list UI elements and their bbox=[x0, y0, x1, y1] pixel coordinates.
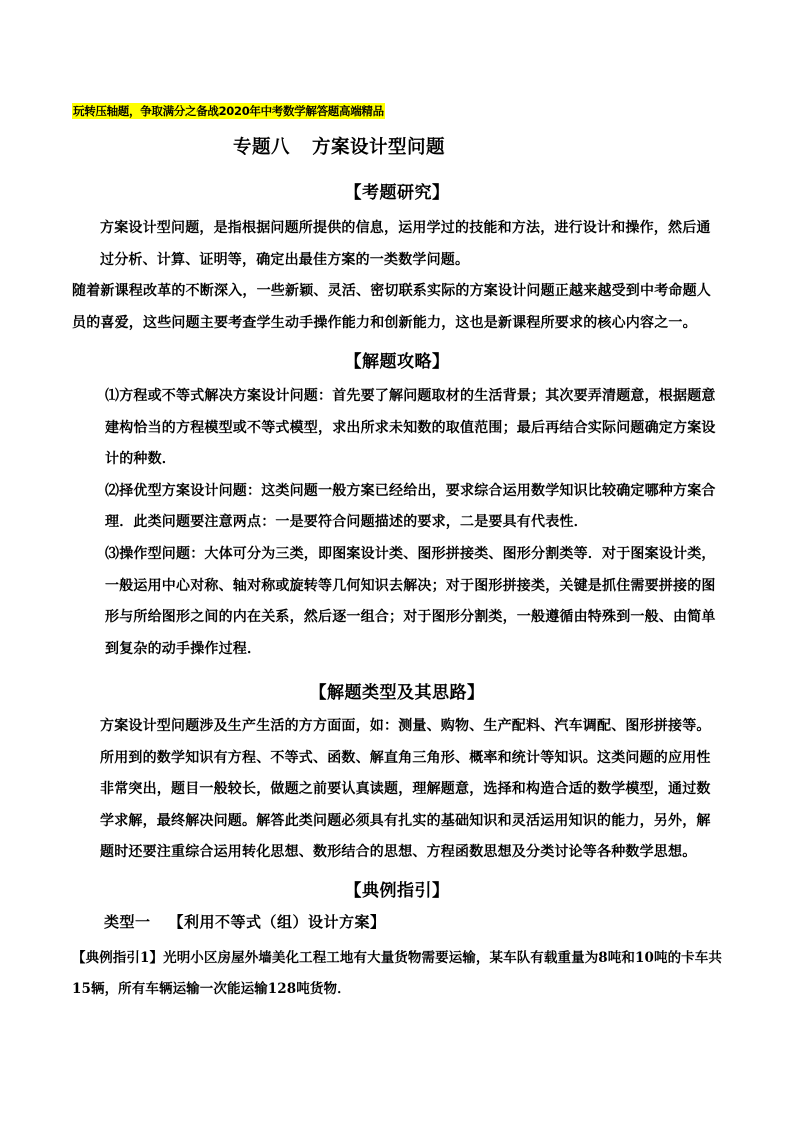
type-1-label: 类型一 bbox=[104, 913, 151, 931]
research-text bbox=[72, 213, 722, 339]
section-heading-examples: 【典例指引】 bbox=[344, 881, 450, 901]
research-paragraph-2: 随着新课程改革的不断深入，一些新颖、灵活、密切联系实际的方案设计问题正越来越受到中考命题人员的喜爱，这些问题主要考查学生动手操作能力和创新能力，这也是新课程所要求的核心内容之一。 bbox=[72, 283, 711, 331]
type-1-title: 【利用不等式（组）设计方案】 bbox=[168, 913, 386, 931]
research-paragraph-1: 方案设计型问题，是指根据问题所提供的信息，运用学过的技能和方法，进行设计和操作，然后通过分析、计算、证明等，确定出最佳方案的一类数学问题。 bbox=[100, 220, 711, 268]
section-heading-types: 【解题类型及其思路】 bbox=[309, 683, 485, 703]
strategy-item-2: ⑵择优型方案设计问题：这类问题一般方案已经给出，要求综合运用数学知识比较确定哪种方案合理．此类问题要注意两点：一是要符合问题描述的要求，二是要具有代表性． bbox=[105, 482, 716, 531]
section-heading-strategy: 【解题攻略】 bbox=[344, 352, 450, 372]
section-heading-research: 【考题研究】 bbox=[344, 183, 450, 203]
types-paragraph: 方案设计型问题涉及生产生活的方方面面，如：测量、购物、生产配料、汽车调配、图形拼接等。所用到的数学知识有方程、不等式、函数、解直角三角形、概率和统计等知识。这类问题的应用性非常突出，题目一般较长，做题之前要认真读题，理解题意，选择和构造合适的数学模型，通过数学求解，最终解决问题。解答此类问题必须具有扎实的基础知识和灵活运用知识的能力，另外，解题时还要注重综合运用转化思想、数形结合的思想、方程函数思想及分类讨论等各种数学思想。 bbox=[100, 718, 711, 861]
title-part-1: 专题八 bbox=[233, 137, 291, 158]
page-title bbox=[233, 133, 445, 159]
strategy-item-1: ⑴方程或不等式解决方案设计问题：首先要了解问题取材的生活背景；其次要弄清题意，根据题意建构恰当的方程模型或不等式模型，求出所求未知数的取值范围；最后再结合实际问题确定方案设计的种数． bbox=[105, 388, 716, 468]
types-text bbox=[72, 711, 722, 869]
type-1-heading bbox=[104, 911, 386, 932]
strategy-text bbox=[72, 381, 722, 665]
title-part-2: 方案设计型问题 bbox=[312, 137, 446, 158]
header-highlight: 玩转压轴题，争取满分之备战2020年中考数学解答题高端精品 bbox=[73, 104, 384, 118]
example-1-text: 【典例指引1】光明小区房屋外墙美化工程工地有大量货物需要运输，某车队有载重量为8吨和10吨的卡车共15辆，所有车辆运输一次能运输128吨货物． bbox=[72, 950, 722, 997]
strategy-item-3: ⑶操作型问题：大体可分为三类，即图案设计类、图形拼接类、图形分割类等．对于图案设计类，一般运用中心对称、轴对称或旋转等几何知识去解决；对于图形拼接类，关键是抓住需要拼接的图形与所给图形之间的内在关系，然后逐一组合；对于图形分割类，一般遵循由特殊到一般、由简单到复杂的动手操作过程． bbox=[105, 545, 716, 657]
